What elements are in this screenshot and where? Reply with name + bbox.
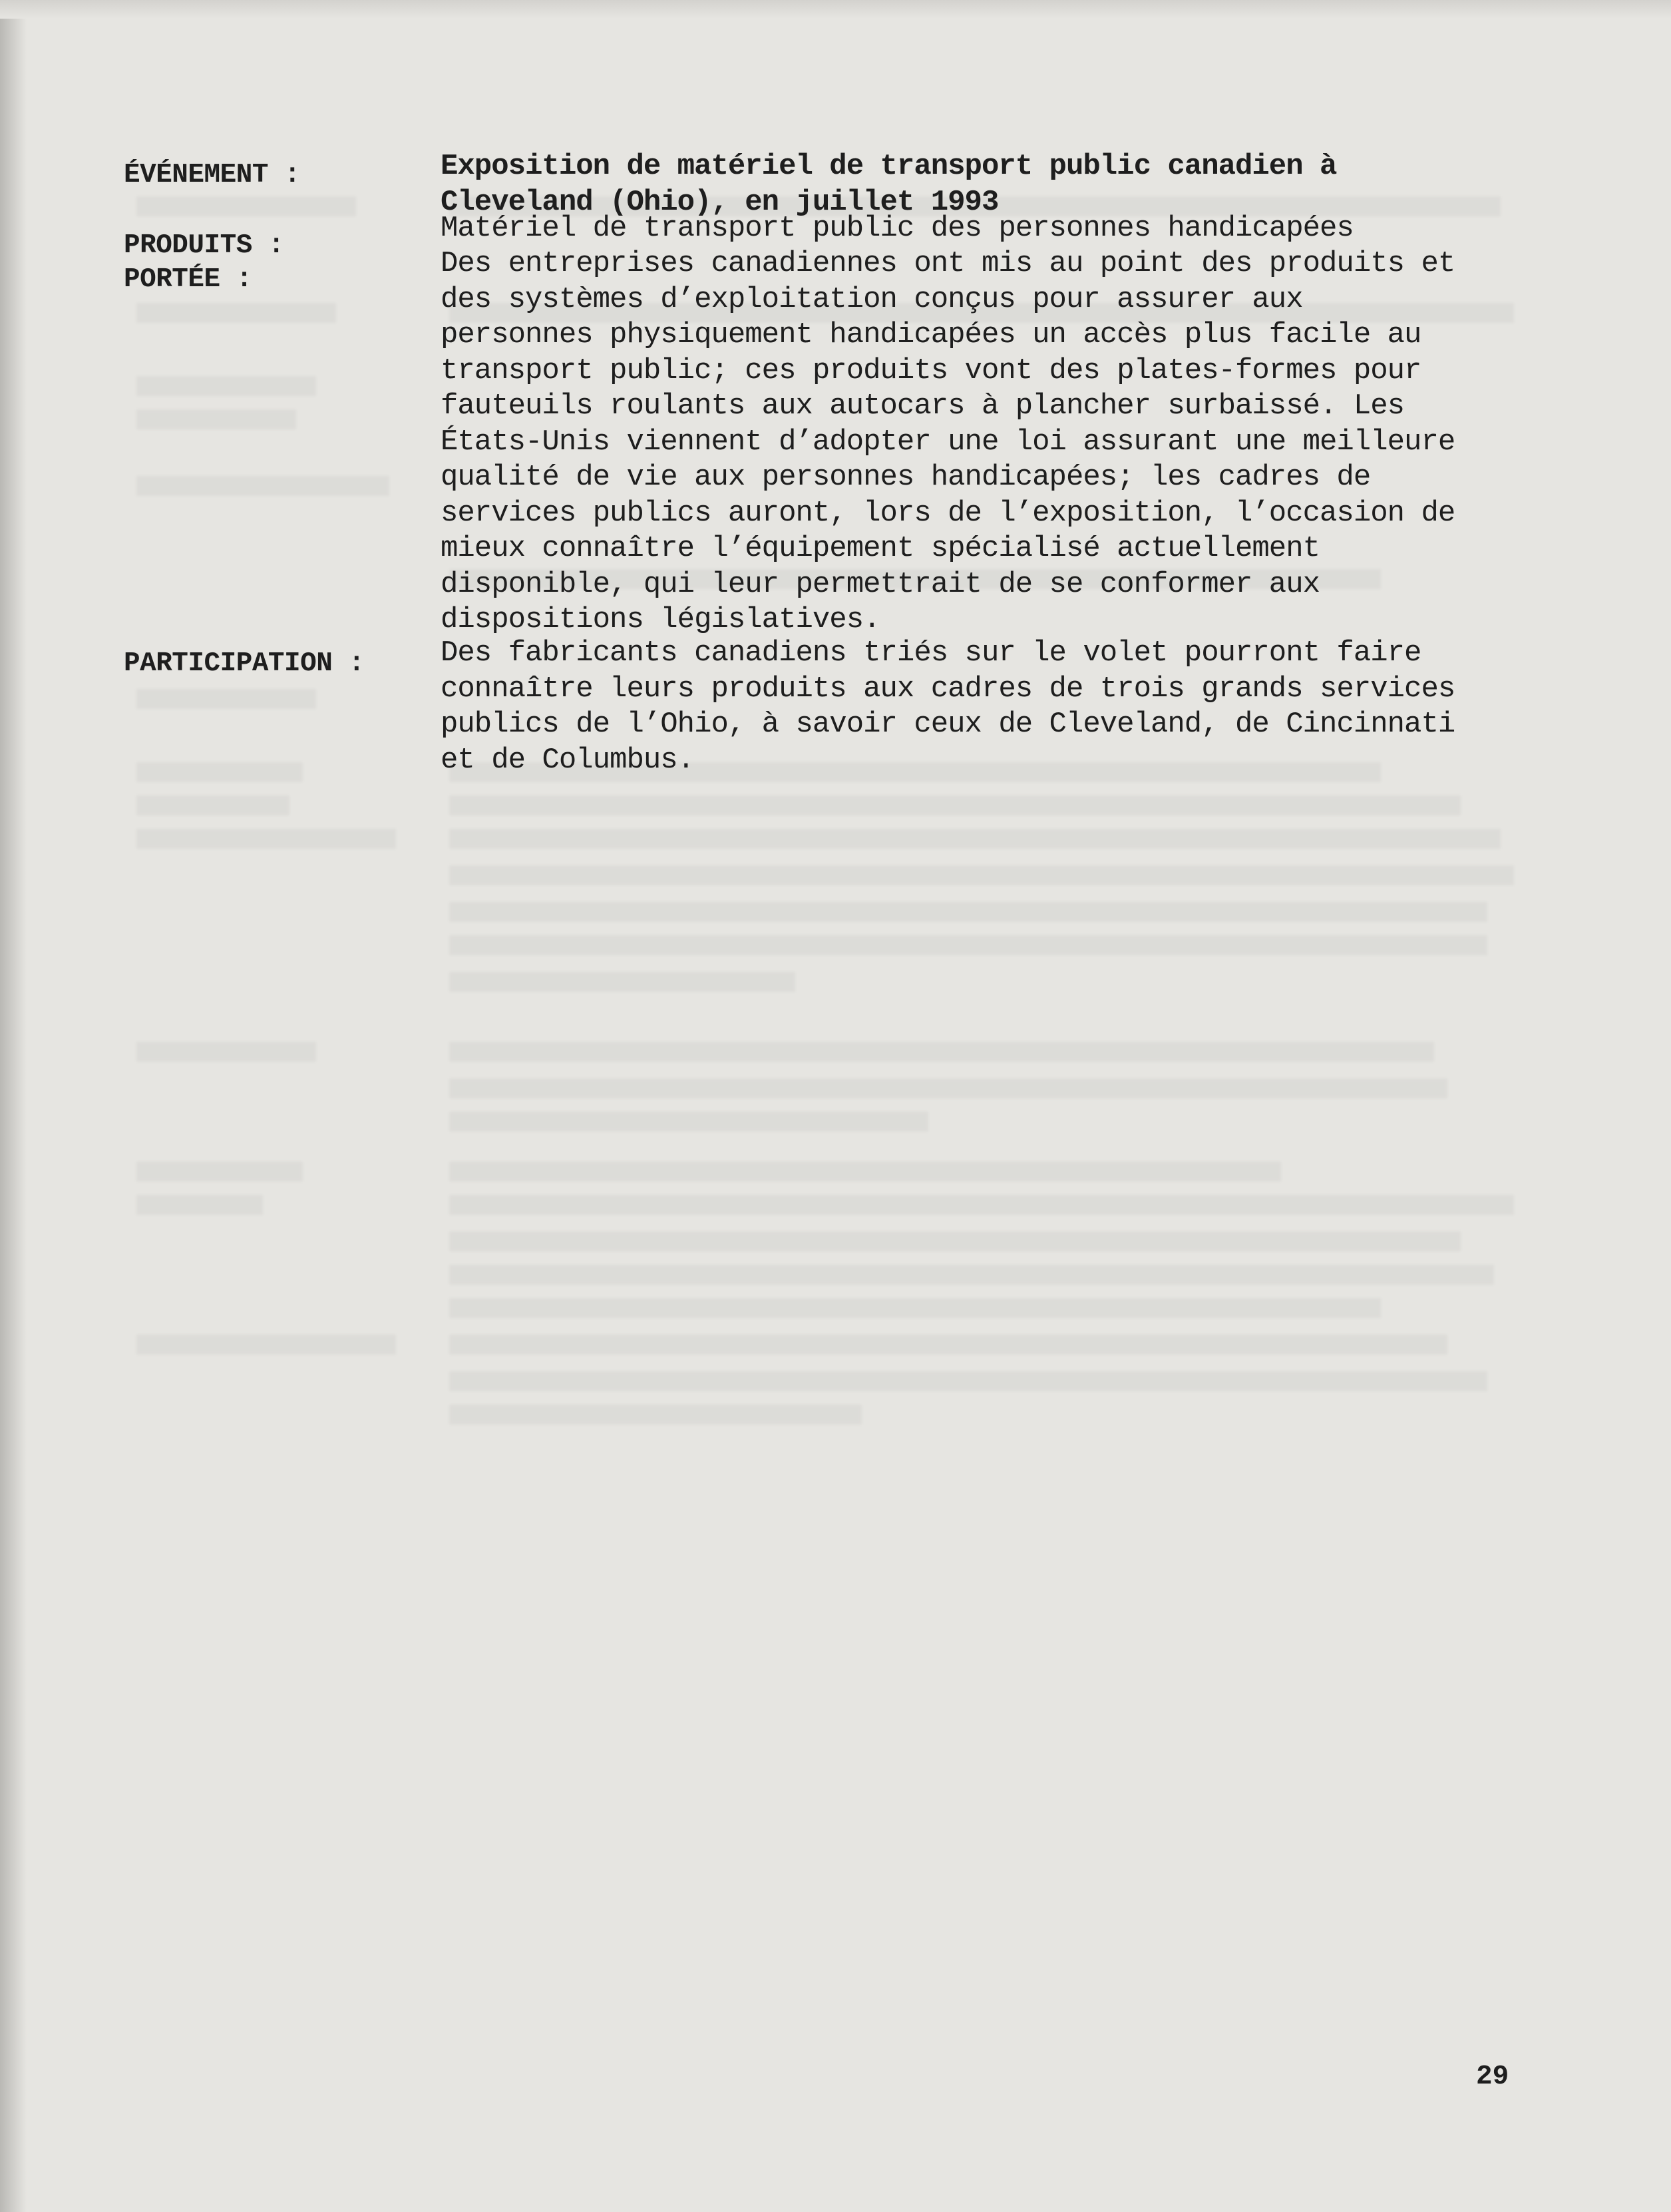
- portee-value: Des entreprises canadiennes ont mis au point des produits et des systèmes d’exploitation conçus pour assurer aux personnes physiquement handicapées un accès plus facile au transport public; ces produits vont des plates-formes pour fauteuils roulants aux autocars à plancher surbaissé. Les États-Unis viennent d’adopter une loi assurant une meilleure qualité de vie aux personnes handicapées; les cadres de services publics auront, lors de l’exposition, l’occasion de mieux connaître l’équipement spécialisé actuellement disponible, qui leur permettrait de se conformer aux dispositions législatives.: [441, 247, 1455, 636]
- participation-label: PARTICIPATION :: [124, 648, 365, 679]
- produits-label: PRODUITS :: [124, 230, 285, 261]
- page-edge-shadow: [0, 0, 27, 2212]
- page-number: 29: [1476, 2062, 1509, 2092]
- produits-value: Matériel de transport public des personnes handicapées: [441, 212, 1354, 245]
- portee-label: PORTÉE :: [124, 264, 252, 295]
- evenement-label: ÉVÉNEMENT :: [124, 160, 301, 190]
- participation-value: Des fabricants canadiens triés sur le volet pourront faire connaître leurs produits aux cadres de trois grands services publics de l’Ohio, à savoir ceux de Cleveland, de Cincinnati et de Columbus.: [441, 636, 1455, 777]
- page-top-shadow: [0, 0, 1671, 19]
- evenement-value: Exposition de matériel de transport public canadien à Cleveland (Ohio), en juillet 1993: [441, 150, 1337, 219]
